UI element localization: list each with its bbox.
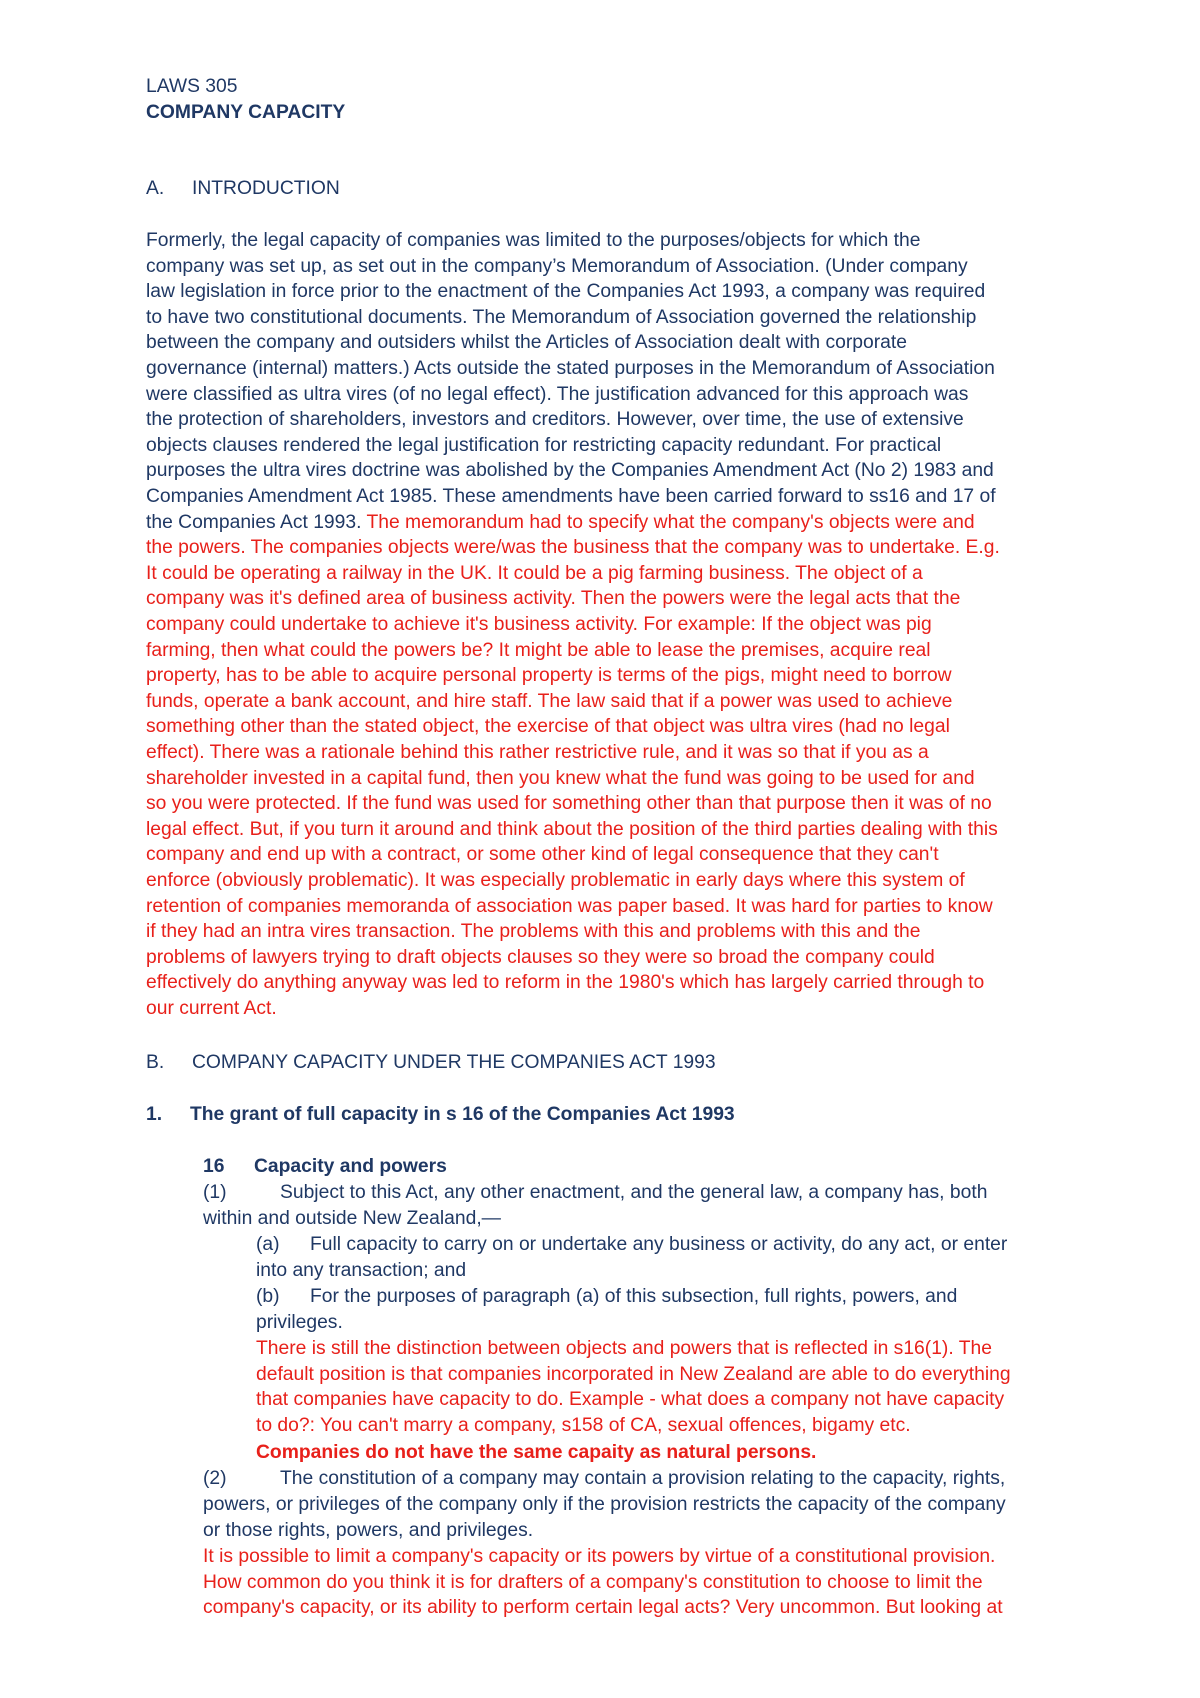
paragraph-line: funds, operate a bank account, and hire staff. The law said that if a power was used to achieve	[146, 690, 953, 712]
subsection-2-label: (2)	[203, 1468, 227, 1489]
paragraph-line: shareholder invested in a capital fund, then you knew what the fund was going to be used for and	[146, 767, 975, 789]
paragraph-line: that companies have capacity to do. Example - what does a company not have capacity	[256, 1389, 1005, 1411]
paragraph-line: to have two constitutional documents. The Memorandum of Association governed the relationship	[146, 306, 977, 328]
paragraph-line: default position is that companies incorporated in New Zealand are able to do everything	[256, 1363, 1011, 1385]
paragraph-line: retention of companies memoranda of association was paper based. It was hard for parties to know	[146, 895, 993, 917]
paragraph-line: legal effect. But, if you turn it around and think about the position of the third parties dealing with this	[146, 818, 998, 840]
section-b-heading: COMPANY CAPACITY UNDER THE COMPANIES ACT 1993	[192, 1052, 716, 1073]
paragraph-line-mixed	[146, 510, 975, 536]
paragraph-line: It could be operating a railway in the UK. It could be a pig farming business. The object of a	[146, 562, 923, 584]
section-b-letter: B.	[146, 1052, 165, 1073]
paragraph-a-text-line: into any transaction; and	[256, 1260, 467, 1281]
page-title: COMPANY CAPACITY	[146, 102, 346, 123]
paragraph-line: our current Act.	[146, 998, 277, 1019]
paragraph-line: There is still the distinction between objects and powers that is reflected in s16(1). The	[256, 1338, 992, 1359]
paragraph-line: company could undertake to achieve it's business activity. For example: If the object was pig	[146, 614, 932, 635]
paragraph-line: objects clauses rendered the legal justification for restricting capacity redundant. For practical	[146, 434, 942, 456]
paragraph-line: company was set up, as set out in the company’s Memorandum of Association. (Under company	[146, 255, 968, 277]
paragraph-line: Formerly, the legal capacity of companies was limited to the purposes/objects for which the	[146, 230, 921, 251]
paragraph-text-red: The memorandum had to specify what the company's objects were and	[361, 511, 975, 533]
subsection-1-text-line: Subject to this Act, any other enactment, and the general law, a company has, both	[280, 1182, 988, 1203]
paragraph-line: if they had an intra vires transaction. The problems with this and problems with this and the	[146, 921, 921, 943]
section-16-number: 16	[203, 1156, 225, 1177]
subsection-1-text-line: within and outside New Zealand,—	[203, 1208, 501, 1229]
paragraph-a-text-line: Full capacity to carry on or undertake any business or activity, do any act, or enter	[310, 1234, 1008, 1255]
paragraph-line: governance (internal) matters.) Acts outside the stated purposes in the Memorandum of Association	[146, 358, 995, 379]
paragraph-line: purposes the ultra vires doctrine was abolished by the Companies Amendment Act (No 2) 1983 and	[146, 460, 994, 482]
annotation-emphasis: Companies do not have the same capaity as natural persons.	[256, 1442, 817, 1463]
section-16-title: Capacity and powers	[254, 1156, 447, 1177]
paragraph-line: company and end up with a contract, or some other kind of legal consequence that they can't	[146, 844, 939, 866]
subsection-2-text-line: powers, or privileges of the company only if the provision restricts the capacity of the company	[203, 1494, 1006, 1515]
paragraph-a-label: (a)	[256, 1234, 280, 1255]
paragraph-line: the protection of shareholders, investors and creditors. However, over time, the use of extensive	[146, 409, 964, 431]
paragraph-line: Companies Amendment Act 1985. These amendments have been carried forward to ss16 and 17 of	[146, 486, 996, 507]
subsection-2-text-line: or those rights, powers, and privileges.	[203, 1520, 534, 1541]
subsection-1-label: (1)	[203, 1182, 227, 1203]
paragraph-line: farming, then what could the powers be? It might be able to lease the premises, acquire real	[146, 639, 931, 661]
paragraph-line: property, has to be able to acquire personal property is terms of the pigs, might need to borrow	[146, 665, 952, 687]
paragraph-text-blue: the Companies Act 1993.	[146, 511, 362, 533]
subsection-1-number: 1.	[146, 1104, 163, 1125]
paragraph-line: something other than the stated object, the exercise of that object was ultra vires (had no legal	[146, 716, 950, 738]
course-code: LAWS 305	[146, 76, 238, 97]
paragraph-line: to do?: You can't marry a company, s158 of CA, sexual offences, bigamy etc.	[256, 1414, 911, 1436]
paragraph-b-label: (b)	[256, 1286, 280, 1307]
paragraph-line: It is possible to limit a company's capacity or its powers by virtue of a constitutional provision.	[203, 1546, 996, 1567]
paragraph-line: effectively do anything anyway was led to reform in the 1980's which has largely carried through to	[146, 972, 985, 994]
section-a-heading: INTRODUCTION	[192, 178, 340, 199]
paragraph-line: enforce (obviously problematic). It was especially problematic in early days where this system of	[146, 870, 965, 891]
paragraph-line: the powers. The companies objects were/was the business that the company was to undertake. E.g.	[146, 537, 1000, 559]
paragraph-line: law legislation in force prior to the enactment of the Companies Act 1993, a company was required	[146, 281, 986, 303]
subsection-1-heading: The grant of full capacity in s 16 of the Companies Act 1993	[190, 1104, 735, 1125]
paragraph-line: How common do you think it is for drafters of a company's constitution to choose to limit the	[203, 1571, 983, 1593]
section-a-letter: A.	[146, 178, 165, 199]
paragraph-line: company's capacity, or its ability to perform certain legal acts? Very uncommon. But looking at	[203, 1597, 1003, 1619]
paragraph-line: effect). There was a rationale behind this rather restrictive rule, and it was so that if you as a	[146, 742, 929, 763]
paragraph-b-text-line: privileges.	[256, 1312, 343, 1333]
subsection-2-text-line: The constitution of a company may contain a provision relating to the capacity, rights,	[280, 1468, 1006, 1489]
paragraph-line: so you were protected. If the fund was used for something other than that purpose then it was of no	[146, 793, 992, 815]
paragraph-line: company was it's defined area of business activity. Then the powers were the legal acts that the	[146, 588, 961, 610]
paragraph-line: were classified as ultra vires (of no legal effect). The justification advanced for this approach was	[146, 383, 969, 405]
paragraph-b-text-line: For the purposes of paragraph (a) of this subsection, full rights, powers, and	[310, 1286, 958, 1307]
paragraph-line: between the company and outsiders whilst the Articles of Association dealt with corporate	[146, 332, 907, 354]
paragraph-line: problems of lawyers trying to draft objects clauses so they were so broad the company could	[146, 946, 935, 968]
